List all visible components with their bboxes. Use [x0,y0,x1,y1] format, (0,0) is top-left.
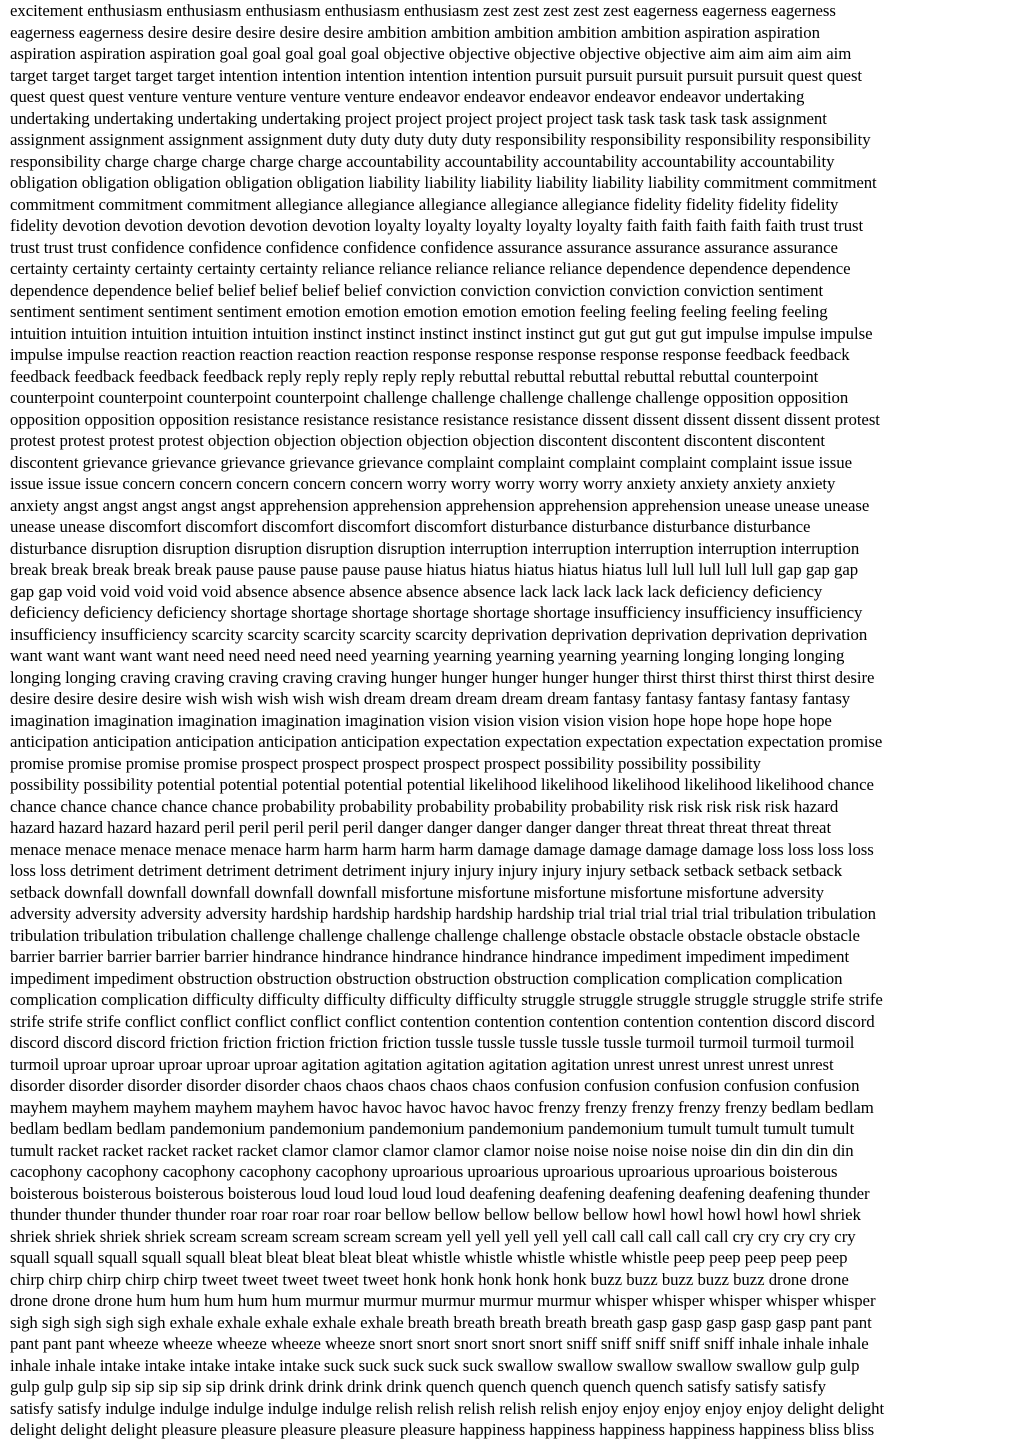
text-line: unease unease discomfort discomfort discomfort discomfort discomfort disturbance disturbance disturbance disturbance [10,517,811,536]
text-line: gulp gulp gulp sip sip sip sip sip drink drink drink drink drink quench quench quench quench quench satisfy satisfy satisfy [10,1377,827,1396]
text-line: issue issue issue concern concern concern concern concern worry worry worry worry worry anxiety anxiety anxiety anxiety [10,474,836,493]
text-line: drone drone drone hum hum hum hum hum murmur murmur murmur murmur murmur whisper whisper whisper whisper whisper [10,1291,876,1310]
text-line: chirp chirp chirp chirp chirp tweet tweet tweet tweet tweet honk honk honk honk honk buzz buzz buzz buzz buzz drone drone [10,1269,849,1289]
text-line: trust trust trust confidence confidence confidence confidence confidence assurance assurance assurance assurance assurance [10,237,838,257]
text-line: boisterous boisterous boisterous boisterous loud loud loud loud loud deafening deafening deafening deafening deafening thunder [10,1183,870,1203]
text-line: dependence dependence belief belief belief belief belief conviction conviction conviction conviction conviction sentiment [10,280,824,300]
text-line: squall squall squall squall squall bleat bleat bleat bleat bleat whistle whistle whistle whistle whistle peep peep peep peep peep [10,1248,848,1267]
text-line: promise promise promise promise prospect prospect prospect prospect prospect possibility possibility possibility [10,753,761,773]
text-line: opposition opposition opposition resistance resistance resistance resistance resistance dissent dissent dissent dissent dissent protest [10,409,880,429]
text-line: anxiety angst angst angst angst angst apprehension apprehension apprehension apprehension apprehension unease unease unease [10,495,870,515]
text-line: mayhem mayhem mayhem mayhem mayhem havoc havoc havoc havoc havoc frenzy frenzy frenzy frenzy frenzy bedlam bedlam [10,1097,874,1117]
text-line: deficiency deficiency deficiency shortage shortage shortage shortage shortage shortage insufficiency insufficiency insufficiency [10,603,863,622]
text-line: bedlam bedlam bedlam pandemonium pandemonium pandemonium pandemonium pandemonium tumult tumult tumult tumult [10,1119,855,1138]
text-line: barrier barrier barrier barrier barrier hindrance hindrance hindrance hindrance hindrance impediment impediment impediment [10,947,850,966]
text-line: impulse impulse reaction reaction reaction reaction reaction response response response response response feedback feedback [10,345,850,364]
text-line: pant pant pant wheeze wheeze wheeze wheeze wheeze snort snort snort snort snort sniff sniff sniff sniff sniff inhale inhale inhale [10,1334,869,1353]
text-line: eagerness eagerness desire desire desire desire desire ambition ambition ambition ambition ambition aspiration aspiration [10,22,820,42]
text-line: disturbance disruption disruption disruption disruption disruption interruption interruption interruption interruption interruption [10,538,860,558]
text-line: chance chance chance chance chance probability probability probability probability probability risk risk risk risk risk hazard [10,796,839,816]
text-line: loss loss detriment detriment detriment detriment detriment injury injury injury injury injury setback setback setback setback [10,861,843,880]
text-line: thunder thunder thunder thunder roar roar roar roar roar bellow bellow bellow bellow bellow howl howl howl howl howl shriek [10,1205,861,1224]
text-line: disorder disorder disorder disorder disorder chaos chaos chaos chaos chaos confusion confusion confusion confusion confusion [10,1076,860,1095]
text-line: feedback feedback feedback feedback reply reply reply reply reply rebuttal rebuttal rebuttal rebuttal rebuttal counterpoint [10,366,819,386]
text-line: excitement enthusiasm enthusiasm enthusiasm enthusiasm enthusiasm zest zest zest zest zest eagerness eagerness eagerness [10,1,836,20]
text-line: undertaking undertaking undertaking undertaking project project project project project task task task task task assignment [10,108,827,128]
text-line: assignment assignment assignment assignment duty duty duty duty duty responsibility responsibility responsibility responsibility [10,130,871,149]
text-line: discontent grievance grievance grievance grievance grievance complaint complaint complaint complaint complaint issue issue [10,452,852,472]
text-line: counterpoint counterpoint counterpoint counterpoint challenge challenge challenge challenge challenge opposition opposition [10,388,849,407]
text-line: insufficiency insufficiency scarcity scarcity scarcity scarcity scarcity deprivation deprivation deprivation deprivation deprivation [10,624,868,644]
text-line: fidelity devotion devotion devotion devotion devotion loyalty loyalty loyalty loyalty loyalty faith faith faith faith faith trust trust [10,216,864,235]
text-line: delight delight delight pleasure pleasure pleasure pleasure pleasure happiness happiness happiness happiness happiness bliss bliss [10,1420,875,1439]
text-line: tribulation tribulation tribulation challenge challenge challenge challenge challenge obstacle obstacle obstacle obstacle obstacle [10,925,860,945]
text-line: discord discord discord friction friction friction friction friction tussle tussle tussle tussle tussle turmoil turmoil turmoil turmoil [10,1033,855,1052]
text-line: quest quest quest venture venture venture venture venture endeavor endeavor endeavor endeavor endeavor undertaking [10,87,805,106]
text-line: aspiration aspiration aspiration goal goal goal goal goal objective objective objective objective objective aim aim aim aim aim [10,44,852,63]
text-line: imagination imagination imagination imagination imagination vision vision vision vision vision hope hope hope hope hope [10,710,832,730]
text-line: sigh sigh sigh sigh sigh exhale exhale exhale exhale exhale breath breath breath breath breath gasp gasp gasp gasp gasp pant pant [10,1312,872,1332]
text-line: adversity adversity adversity adversity hardship hardship hardship hardship hardship trial trial trial trial trial tribulation tribulation [10,904,876,923]
text-line: sentiment sentiment sentiment sentiment emotion emotion emotion emotion emotion feeling feeling feeling feeling feeling [10,302,828,321]
text-line: break break break break break pause pause pause pause pause hiatus hiatus hiatus hiatus hiatus lull lull lull lull lull gap gap gap [10,560,859,579]
text-line: setback downfall downfall downfall downfall downfall misfortune misfortune misfortune misfortune misfortune adversity [10,882,824,902]
text-line: satisfy satisfy indulge indulge indulge indulge indulge relish relish relish relish relish enjoy enjoy enjoy enjoy enjoy delight delight [10,1398,885,1418]
text-line: menace menace menace menace menace harm harm harm harm harm damage damage damage damage damage loss loss loss loss [10,839,874,859]
text-line: certainty certainty certainty certainty certainty reliance reliance reliance reliance reliance dependence dependence dependence [10,259,851,278]
text-line: hazard hazard hazard hazard peril peril peril peril peril danger danger danger danger danger threat threat threat threat threat [10,818,832,837]
text-line: cacophony cacophony cacophony cacophony cacophony uproarious uproarious uproarious uproarious uproarious boisterous [10,1162,838,1181]
text-line: possibility possibility potential potential potential potential potential likelihood likelihood likelihood likelihood likelihood chance [10,775,874,794]
text-line: commitment commitment commitment allegiance allegiance allegiance allegiance allegiance fidelity fidelity fidelity fidelity [10,194,839,214]
text-line: responsibility charge charge charge charge charge accountability accountability accountability accountability accountability [10,151,835,171]
text-line: shriek shriek shriek shriek scream scream scream scream scream yell yell yell yell yell call call call call call cry cry cry cry cry [10,1226,856,1246]
text-line: complication complication difficulty difficulty difficulty difficulty difficulty struggle struggle struggle struggle struggle strife strife [10,990,883,1009]
text-line: tumult racket racket racket racket racket clamor clamor clamor clamor clamor noise noise noise noise noise din din din din din [10,1140,854,1160]
text-line: strife strife strife conflict conflict conflict conflict conflict contention contention contention contention contention discord discord [10,1011,875,1031]
text-line: want want want want want need need need need need yearning yearning yearning yearning yearning longing longing longing [10,646,845,665]
text-line: intuition intuition intuition intuition intuition instinct instinct instinct instinct instinct gut gut gut gut gut impulse impulse impulse [10,323,873,343]
text-line: obligation obligation obligation obligation obligation liability liability liability liability liability liability commitment commitment [10,173,877,192]
text-line: turmoil uproar uproar uproar uproar uproar agitation agitation agitation agitation agitation unrest unrest unrest unrest unrest [10,1054,834,1074]
text-line: longing longing craving craving craving craving craving hunger hunger hunger hunger hunger thirst thirst thirst thirst thirst desire [10,667,875,687]
text-line: desire desire desire desire wish wish wish wish wish dream dream dream dream dream fantasy fantasy fantasy fantasy fantasy [10,689,851,708]
text-line: inhale inhale intake intake intake intake intake suck suck suck suck suck swallow swallow swallow swallow swallow gulp gulp [10,1355,860,1375]
text-line: impediment impediment obstruction obstruction obstruction obstruction obstruction complication complication complication [10,968,843,988]
text-line: anticipation anticipation anticipation anticipation anticipation expectation expectation expectation expectation expectation promise [10,732,883,751]
text-line: protest protest protest protest objection objection objection objection objection discontent discontent discontent discontent [10,431,825,450]
text-line: target target target target target intention intention intention intention intention pursuit pursuit pursuit pursuit pursuit quest quest [10,65,863,85]
text-line: gap gap void void void void void absence absence absence absence absence lack lack lack lack lack deficiency deficiency [10,581,823,601]
